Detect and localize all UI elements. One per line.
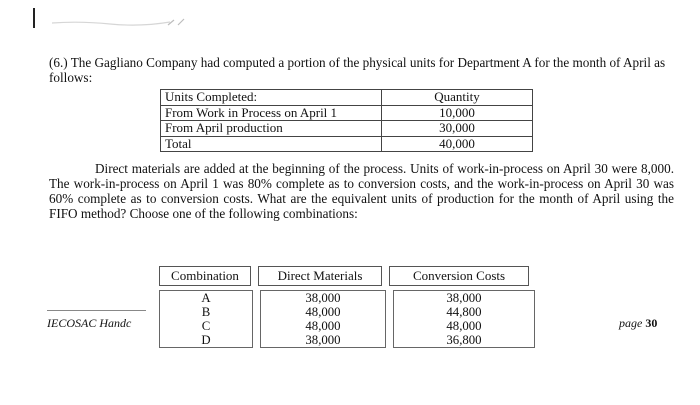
physical-units-table bbox=[160, 89, 533, 152]
question-intro: (6.) The Gagliano Company had computed a portion of the physical units for Department A for the month of April as follows: bbox=[49, 55, 666, 85]
conversion-costs-value: 38,000 bbox=[393, 290, 535, 305]
text-cursor bbox=[33, 8, 35, 28]
option-letter: A bbox=[159, 290, 253, 305]
direct-materials-value: 38,000 bbox=[260, 290, 386, 305]
question-body: Direct materials are added at the beginning of the process. Units of work-in-process on April 30 were 8,000. The work-in-process on April 1 was 80% complete as to conversion costs, and the work-in-process on April 30 was 60% complete as to conversion costs. What are the equivalent units of production for the month of April using the FIFO method? Choose one of the following combinations: bbox=[49, 161, 674, 221]
direct-materials-value: 38,000 bbox=[260, 333, 386, 348]
direct-materials-header: Direct Materials bbox=[258, 266, 382, 286]
option-letter: B bbox=[159, 305, 253, 319]
footer-handout-label: IECOSAC Handc bbox=[47, 316, 132, 330]
direct-materials-value: 48,000 bbox=[260, 305, 386, 319]
table-row bbox=[159, 333, 535, 348]
page-number-value: 30 bbox=[645, 316, 658, 330]
footer-divider bbox=[47, 310, 146, 311]
combinations-table bbox=[152, 290, 542, 348]
page-number bbox=[619, 316, 657, 331]
units-row-label: Total bbox=[161, 136, 382, 152]
units-header-label: Units Completed: bbox=[161, 90, 382, 106]
conversion-costs-value: 44,800 bbox=[393, 305, 535, 319]
question-block bbox=[49, 55, 674, 85]
conversion-costs-value: 48,000 bbox=[393, 319, 535, 333]
question-body-block bbox=[49, 161, 674, 221]
table-row bbox=[159, 319, 535, 333]
direct-materials-value: 48,000 bbox=[260, 319, 386, 333]
combinations-header bbox=[152, 266, 536, 286]
units-row-qty: 40,000 bbox=[382, 136, 533, 152]
table-row bbox=[159, 290, 535, 305]
combination-header: Combination bbox=[159, 266, 251, 286]
units-row-label: From Work in Process on April 1 bbox=[161, 105, 382, 121]
conversion-costs-header: Conversion Costs bbox=[389, 266, 529, 286]
table-row bbox=[159, 305, 535, 319]
units-header-qty: Quantity bbox=[382, 90, 533, 106]
option-letter: D bbox=[159, 333, 253, 348]
conversion-costs-value: 36,800 bbox=[393, 333, 535, 348]
page-word: page bbox=[619, 316, 643, 330]
units-row-qty: 10,000 bbox=[382, 105, 533, 121]
faded-scribble-mark bbox=[50, 16, 190, 28]
option-letter: C bbox=[159, 319, 253, 333]
units-row-qty: 30,000 bbox=[382, 121, 533, 137]
units-row-label: From April production bbox=[161, 121, 382, 137]
